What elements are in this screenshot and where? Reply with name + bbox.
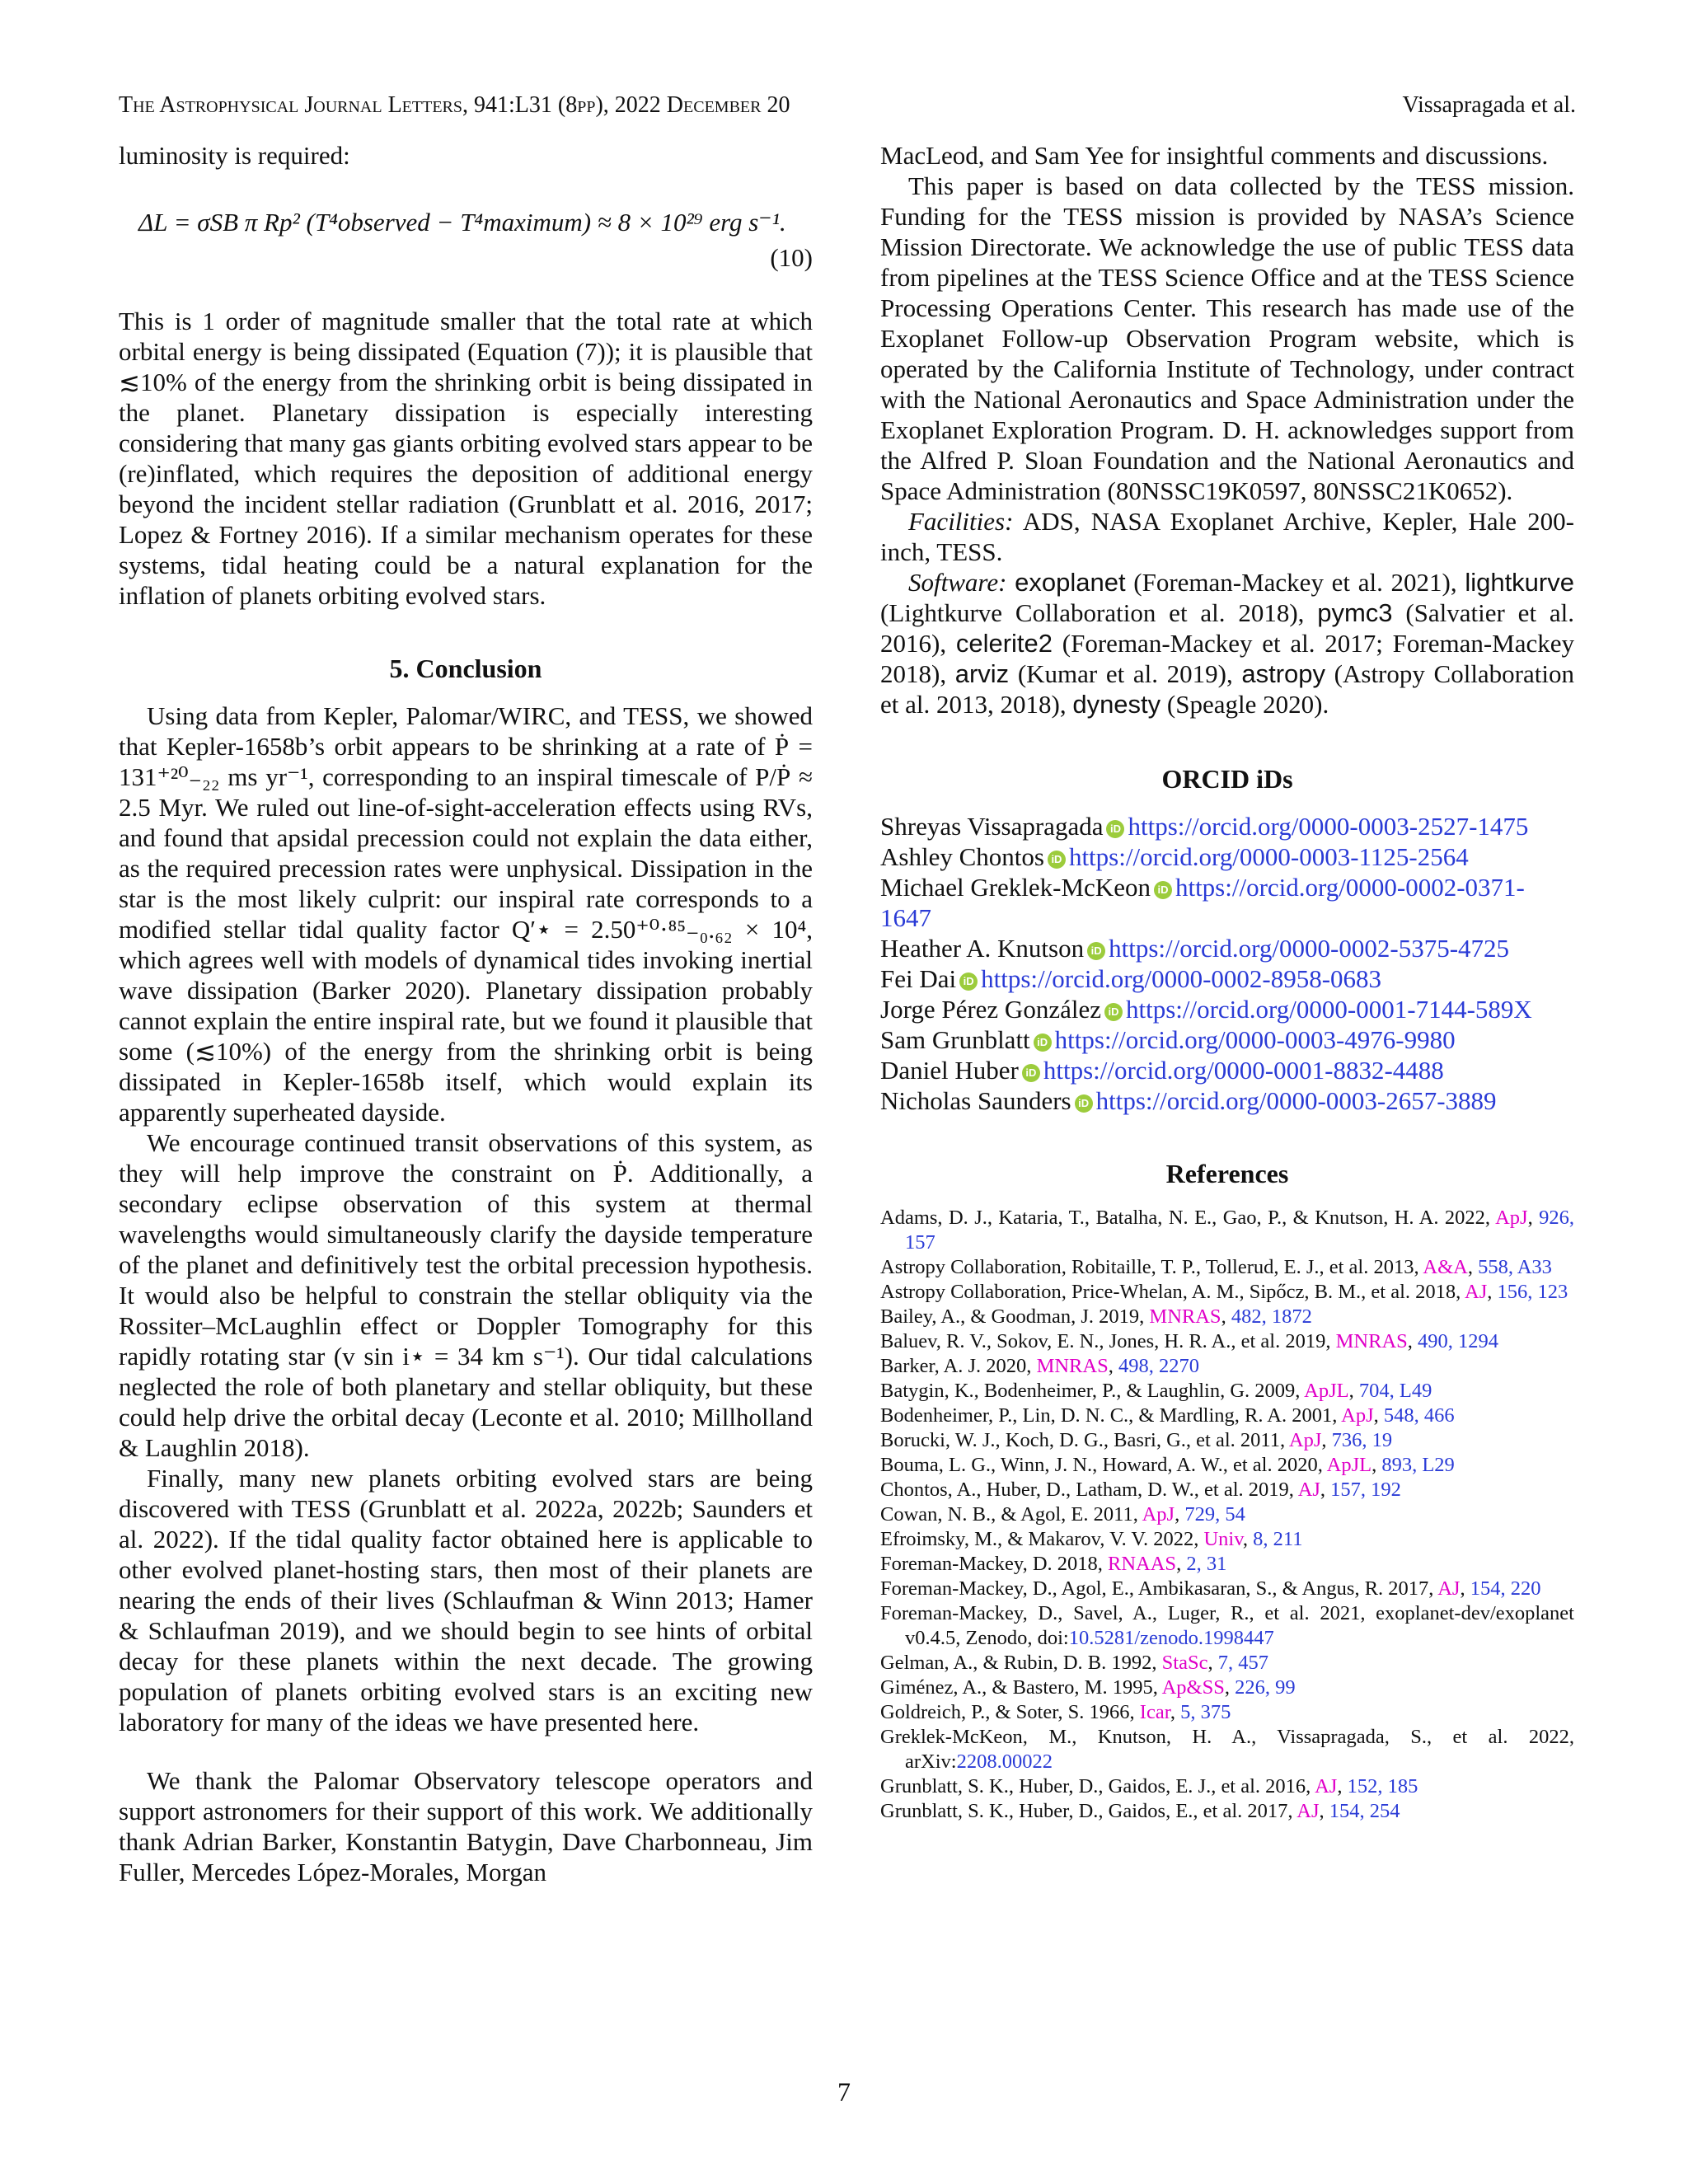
reference-item: Grunblatt, S. K., Huber, D., Gaidos, E. J., et al. 2016, AJ, 152, 185 <box>880 1775 1418 1797</box>
reference-item: Foreman-Mackey, D. 2018, RNAAS, 2, 31 <box>880 1553 1227 1575</box>
reference-item: Astropy Collaboration, Robitaille, T. P., Tollerud, E. J., et al. 2013, A&A, 558, A33 <box>880 1256 1552 1278</box>
reference-item: Grunblatt, S. K., Huber, D., Gaidos, E., et al. 2017, AJ, 154, 254 <box>880 1800 1400 1822</box>
reference-journal-link[interactable]: ApJL <box>1304 1380 1349 1402</box>
reference-volume-link[interactable]: 548, 466 <box>1383 1404 1455 1427</box>
reference-text: Foreman-Mackey, D., Savel, A., Luger, R., et al. 2021, exoplanet-dev/exoplanet v0.4.5, Zenodo, doi: <box>880 1602 1574 1649</box>
reference-volume-link[interactable]: 2, 31 <box>1186 1553 1227 1575</box>
orcid-author-name: Nicholas Saunders <box>880 1086 1071 1115</box>
reference-item: Cowan, N. B., & Agol, E. 2011, ApJ, 729, 54 <box>880 1503 1245 1526</box>
orcid-entry <box>880 1024 1574 1055</box>
reference-item: Foreman-Mackey, D., Agol, E., Ambikasaran, S., & Angus, R. 2017, AJ, 154, 220 <box>880 1577 1541 1600</box>
reference-journal-link[interactable]: AJ <box>1437 1577 1461 1600</box>
reference-journal-link[interactable]: MNRAS <box>1036 1355 1109 1377</box>
reference-item: Bodenheimer, P., Lin, D. N. C., & Mardling, R. A. 2001, ApJ, 548, 466 <box>880 1404 1455 1427</box>
reference-volume-link[interactable]: 482, 1872 <box>1231 1305 1312 1328</box>
reference-text: Astropy Collaboration, Robitaille, T. P., Tollerud, E. J., et al. 2013, <box>880 1256 1423 1278</box>
reference-text: Bodenheimer, P., Lin, D. N. C., & Mardling, R. A. 2001, <box>880 1404 1342 1427</box>
orcid-entry <box>880 994 1574 1024</box>
reference-text: Borucki, W. J., Koch, D. G., Basri, G., et al. 2011, <box>880 1429 1289 1451</box>
reference-list <box>880 1206 1574 1824</box>
reference-volume-link[interactable]: 736, 19 <box>1331 1429 1393 1451</box>
software-label: Software: <box>908 568 1007 597</box>
reference-item: Chontos, A., Huber, D., Latham, D. W., et al. 2019, AJ, 157, 192 <box>880 1479 1401 1501</box>
orcid-link[interactable]: https://orcid.org/0000-0002-0371-1647 <box>880 873 1525 932</box>
reference-journal-link[interactable]: AJ <box>1465 1281 1488 1303</box>
facilities-list: ADS, NASA Exoplanet Archive, Kepler, Hale 200-inch, TESS. <box>880 507 1574 566</box>
orcid-entry <box>880 1055 1574 1085</box>
orcid-author-name: Fei Dai <box>880 964 957 993</box>
orcid-author-name: Ashley Chontos <box>880 842 1044 871</box>
orcid-author-name: Shreyas Vissapragada <box>880 812 1104 841</box>
software-list: exoplanet (Foreman-Mackey et al. 2021), lightkurve (Lightkurve Collaboration et al. 2018), pymc3 (Salvatier et al. 2016), celerite2 (Foreman-Mackey et al. 2017; Foreman-Mackey 2018), arviz (Kumar et al. 2019), astropy (Astropy Collaboration et al. 2013, 2018), dynesty (Speagle 2020). <box>880 568 1574 719</box>
orcid-link[interactable]: https://orcid.org/0000-0003-4976-9980 <box>1054 1025 1456 1054</box>
reference-volume-link[interactable]: 10.5281/zenodo.1998447 <box>1068 1627 1274 1649</box>
reference-journal-link[interactable]: MNRAS <box>1335 1330 1408 1352</box>
orcid-entry <box>880 872 1574 933</box>
reference-journal-link[interactable]: AJ <box>1315 1775 1338 1797</box>
orcid-icon: iD <box>1087 942 1105 960</box>
orcid-icon: iD <box>1048 851 1066 869</box>
equation-text: ΔL = σSB π Rp² (T⁴observed − T⁴maximum) ≈ 8 × 10²⁹ erg s⁻¹. <box>138 208 786 237</box>
orcid-link[interactable]: https://orcid.org/0000-0003-2657-3889 <box>1095 1086 1497 1115</box>
reference-text: Foreman-Mackey, D., Agol, E., Ambikasaran, S., & Angus, R. 2017, <box>880 1577 1438 1600</box>
paragraph-conclusion-3: Finally, many new planets orbiting evolved stars are being discovered with TESS (Grunblatt et al. 2022a, 2022b; Saunders et al. 2022). If the tidal quality factor obtained here is applicable to other evolved planet-hosting stars, then most of their planets are nearing the ends of their lives (Schlaufman & Winn 2013; Hamer & Schlaufman 2019), and we should begin to see hints of orbital decay for these planets within the next decade. The growing population of planets orbiting evolved stars is an exciting new laboratory for many of the ideas we have presented here. <box>119 1464 813 1736</box>
equation-intro: luminosity is required: <box>119 141 350 170</box>
orcid-icon: iD <box>1075 1094 1093 1113</box>
reference-volume-link[interactable]: 154, 220 <box>1470 1577 1541 1600</box>
reference-volume-link[interactable]: 558, A33 <box>1478 1256 1552 1278</box>
reference-text: Astropy Collaboration, Price-Whelan, A. M., Sipőcz, B. M., et al. 2018, <box>880 1281 1465 1303</box>
reference-item: Adams, D. J., Kataria, T., Batalha, N. E., Gao, P., & Knutson, H. A. 2022, ApJ, 926, 157 <box>880 1207 1575 1254</box>
journal-citation: The Astrophysical Journal Letters, 941:L31 (8pp), 2022 December 20 <box>119 92 790 118</box>
section-heading-conclusion: 5. Conclusion <box>389 654 542 683</box>
reference-volume-link[interactable]: 157, 192 <box>1330 1479 1401 1501</box>
reference-volume-link[interactable]: 2208.00022 <box>956 1750 1053 1773</box>
reference-volume-link[interactable]: 893, L29 <box>1381 1454 1455 1476</box>
reference-text: Batygin, K., Bodenheimer, P., & Laughlin, G. 2009, <box>880 1380 1305 1402</box>
orcid-link[interactable]: https://orcid.org/0000-0002-8958-0683 <box>981 964 1382 993</box>
reference-text: Giménez, A., & Bastero, M. 1995, <box>880 1676 1162 1699</box>
reference-journal-link[interactable]: ApJ <box>1288 1429 1322 1451</box>
reference-journal-link[interactable]: AJ <box>1297 1479 1320 1501</box>
reference-text: Baluev, R. V., Sokov, E. N., Jones, H. R. A., et al. 2019, <box>880 1330 1336 1352</box>
orcid-entry <box>880 1085 1574 1116</box>
reference-journal-link[interactable]: Univ <box>1203 1528 1243 1550</box>
orcid-author-name: Sam Grunblatt <box>880 1025 1030 1054</box>
reference-journal-link[interactable]: ApJ <box>1341 1404 1374 1427</box>
orcid-list <box>880 811 1574 1116</box>
reference-volume-link[interactable]: 152, 185 <box>1347 1775 1418 1797</box>
paragraph-software <box>880 567 1574 719</box>
reference-text: Cowan, N. B., & Agol, E. 2011, <box>880 1503 1142 1526</box>
reference-volume-link[interactable]: 7, 457 <box>1217 1652 1268 1674</box>
reference-volume-link[interactable]: 498, 2270 <box>1118 1355 1199 1377</box>
left-column <box>119 140 813 1887</box>
orcid-link[interactable]: https://orcid.org/0000-0002-5375-4725 <box>1109 934 1510 963</box>
orcid-icon: iD <box>959 972 978 991</box>
orcid-icon: iD <box>1106 820 1124 838</box>
paragraph-funding: This paper is based on data collected by the TESS mission. Funding for the TESS mission is provided by NASA’s Science Mission Directorate. We acknowledge the use of public TESS data from pipelines at the TESS Science Office and at the TESS Science Processing Operations Center. This research has made use of the Exoplanet Follow-up Observation Program website, which is operated by the California Institute of Technology, under contract with the National Aeronautics and Space Administration under the Exoplanet Exploration Program. D. H. acknowledges support from the Alfred P. Sloan Foundation and the National Aeronautics and Space Administration (80NSSC19K0597, 80NSSC21K0652). <box>880 171 1574 505</box>
reference-volume-link[interactable]: 490, 1294 <box>1418 1330 1499 1352</box>
orcid-icon: iD <box>1022 1064 1040 1082</box>
orcid-link[interactable]: https://orcid.org/0000-0003-2527-1475 <box>1128 812 1529 841</box>
reference-text: Goldreich, P., & Soter, S. 1966, <box>880 1701 1140 1723</box>
reference-journal-link[interactable]: Icar <box>1139 1701 1170 1723</box>
orcid-link[interactable]: https://orcid.org/0000-0001-8832-4488 <box>1043 1056 1444 1085</box>
page-number: 7 <box>837 2077 851 2107</box>
reference-item: Efroimsky, M., & Makarov, V. V. 2022, Univ, 8, 211 <box>880 1528 1303 1550</box>
reference-journal-link[interactable]: ApJ <box>1142 1503 1175 1526</box>
reference-journal-link[interactable]: ApJ <box>1495 1207 1528 1229</box>
orcid-entry <box>880 841 1574 872</box>
reference-item: Baluev, R. V., Sokov, E. N., Jones, H. R. A., et al. 2019, MNRAS, 490, 1294 <box>880 1330 1499 1352</box>
orcid-link[interactable]: https://orcid.org/0000-0001-7144-589X <box>1125 995 1532 1024</box>
orcid-icon: iD <box>1104 1003 1123 1021</box>
reference-item: Astropy Collaboration, Price-Whelan, A. M., Sipőcz, B. M., et al. 2018, AJ, 156, 123 <box>880 1281 1568 1303</box>
reference-text: Gelman, A., & Rubin, D. B. 1992, <box>880 1652 1162 1674</box>
reference-volume-link[interactable]: 5, 375 <box>1180 1701 1231 1723</box>
reference-journal-link[interactable]: Ap&SS <box>1161 1676 1225 1699</box>
orcid-icon: iD <box>1154 881 1172 899</box>
reference-volume-link[interactable]: 926, 157 <box>905 1207 1575 1254</box>
reference-text: Bouma, L. G., Winn, J. N., Howard, A. W., et al. 2020, <box>880 1454 1327 1476</box>
reference-journal-link[interactable]: RNAAS <box>1108 1553 1177 1575</box>
paragraph-conclusion-2: We encourage continued transit observations of this system, as they will help improve the constraint on Ṗ. Additionally, a secondary eclipse observation of this system at thermal wavelengths would simultaneously clarify the dayside temperature of the planet and definitively test the orbital precession hypothesis. It would also be helpful to constrain the stellar obliquity via the Rossiter–McLaughlin effect or Doppler Tomography for this rapidly rotating star (v sin i⋆ = 34 km s⁻¹). Our tidal calculations neglected the role of both planetary and stellar obliquity, but these could help drive the orbital decay (Leconte et al. 2010; Millholland & Laughlin 2018). <box>119 1128 813 1462</box>
reference-volume-link[interactable]: 704, L49 <box>1358 1380 1432 1402</box>
reference-item: Batygin, K., Bodenheimer, P., & Laughlin, G. 2009, ApJL, 704, L49 <box>880 1380 1432 1402</box>
orcid-author-name: Michael Greklek-McKeon <box>880 873 1151 902</box>
reference-item: Barker, A. J. 2020, MNRAS, 498, 2270 <box>880 1355 1199 1377</box>
reference-item: Bailey, A., & Goodman, J. 2019, MNRAS, 482, 1872 <box>880 1305 1312 1328</box>
running-authors: Vissapragada et al. <box>1402 92 1576 118</box>
paragraph-facilities <box>880 506 1574 567</box>
reference-journal-link[interactable]: StaSc <box>1161 1652 1208 1674</box>
reference-item: Gelman, A., & Rubin, D. B. 1992, StaSc, 7, 457 <box>880 1652 1268 1674</box>
right-column <box>880 140 1574 1824</box>
orcid-author-name: Daniel Huber <box>880 1056 1019 1085</box>
reference-item: Bouma, L. G., Winn, J. N., Howard, A. W., et al. 2020, ApJL, 893, L29 <box>880 1454 1455 1476</box>
orcid-entry <box>880 963 1574 994</box>
reference-volume-link[interactable]: 8, 211 <box>1253 1528 1303 1550</box>
reference-volume-link[interactable]: 729, 54 <box>1184 1503 1245 1526</box>
reference-text: Grunblatt, S. K., Huber, D., Gaidos, E., et al. 2017, <box>880 1800 1297 1822</box>
reference-item: Borucki, W. J., Koch, D. G., Basri, G., et al. 2011, ApJ, 736, 19 <box>880 1429 1393 1451</box>
orcid-icon: iD <box>1034 1033 1052 1052</box>
orcid-author-name: Jorge Pérez González <box>880 995 1101 1024</box>
reference-text: Adams, D. J., Kataria, T., Batalha, N. E., Gao, P., & Knutson, H. A. 2022, <box>880 1207 1496 1229</box>
reference-journal-link[interactable]: A&A <box>1423 1256 1468 1278</box>
facilities-label: Facilities: <box>908 507 1014 536</box>
reference-item <box>880 1601 1574 1651</box>
reference-text: Barker, A. J. 2020, <box>880 1355 1037 1377</box>
section-heading-orcid: ORCID iDs <box>1161 764 1293 794</box>
reference-text: Foreman-Mackey, D. 2018, <box>880 1553 1109 1575</box>
equation-10 <box>119 207 813 237</box>
reference-volume-link[interactable]: 156, 123 <box>1497 1281 1568 1303</box>
orcid-entry <box>880 933 1574 963</box>
reference-item: Giménez, A., & Bastero, M. 1995, Ap&SS, 226, 99 <box>880 1676 1296 1699</box>
running-header <box>119 92 1576 119</box>
equation-number: (10) <box>770 243 813 272</box>
reference-journal-link[interactable]: ApJL <box>1326 1454 1372 1476</box>
reference-item <box>880 1725 1574 1774</box>
orcid-entry <box>880 811 1574 841</box>
reference-text: Efroimsky, M., & Makarov, V. V. 2022, <box>880 1528 1204 1550</box>
reference-volume-link[interactable]: 226, 99 <box>1235 1676 1296 1699</box>
reference-volume-link[interactable]: 154, 254 <box>1329 1800 1400 1822</box>
reference-text: Grunblatt, S. K., Huber, D., Gaidos, E. J., et al. 2016, <box>880 1775 1315 1797</box>
paragraph-dissipation: This is 1 order of magnitude smaller that the total rate at which orbital energy is being dissipated (Equation (7)); it is plausible that ≲10% of the energy from the shrinking orbit is being dissipated in the planet. Planetary dissipation is especially interesting considering that many gas giants orbiting evolved stars appear to be (re)inflated, which requires the deposition of additional energy beyond the incident stellar radiation (Grunblatt et al. 2016, 2017; Lopez & Fortney 2016). If a similar mechanism operates for these systems, tidal heating could be a natural explanation for the inflation of planets orbiting evolved stars. <box>119 307 813 610</box>
section-heading-references: References <box>1165 1159 1289 1188</box>
paragraph-acknowledgments-cont: MacLeod, and Sam Yee for insightful comments and discussions. <box>880 141 1549 170</box>
paragraph-acknowledgments: We thank the Palomar Observatory telescope operators and support astronomers for their support of this work. We additionally thank Adrian Barker, Konstantin Batygin, Dave Charbonneau, Jim Fuller, Mercedes López-Morales, Morgan <box>119 1766 813 1886</box>
reference-text: Greklek-McKeon, M., Knutson, H. A., Vissapragada, S., et al. 2022, arXiv: <box>880 1726 1574 1773</box>
reference-journal-link[interactable]: AJ <box>1296 1800 1320 1822</box>
paragraph-conclusion-1: Using data from Kepler, Palomar/WIRC, and TESS, we showed that Kepler-1658b’s orbit appears to be shrinking at a rate of Ṗ = 131⁺²⁰₋₂₂ ms yr⁻¹, corresponding to an inspiral timescale of P/Ṗ ≈ 2.5 Myr. We ruled out line-of-sight-acceleration effects using RVs, and found that apsidal precession could not explain the data either, as the required precession rates were unphysical. Dissipation in the star is the most likely culprit: our inspiral rate corresponds to a modified stellar tidal quality factor Q′⋆ = 2.50⁺⁰·⁸⁵₋₀.₆₂ × 10⁴, which agrees well with models of dynamical tides invoking inertial wave dissipation (Barker 2020). Planetary dissipation probably cannot explain the entire inspiral rate, but we found it plausible that some (≲10%) of the energy from the shrinking orbit is being dissipated in Kepler-1658b itself, which would explain its apparently superheated dayside. <box>119 701 813 1127</box>
reference-journal-link[interactable]: MNRAS <box>1149 1305 1221 1328</box>
reference-text: Chontos, A., Huber, D., Latham, D. W., et al. 2019, <box>880 1479 1298 1501</box>
orcid-author-name: Heather A. Knutson <box>880 934 1085 963</box>
reference-item: Goldreich, P., & Soter, S. 1966, Icar, 5, 375 <box>880 1701 1231 1723</box>
orcid-link[interactable]: https://orcid.org/0000-0003-1125-2564 <box>1068 842 1469 871</box>
reference-text: Bailey, A., & Goodman, J. 2019, <box>880 1305 1150 1328</box>
